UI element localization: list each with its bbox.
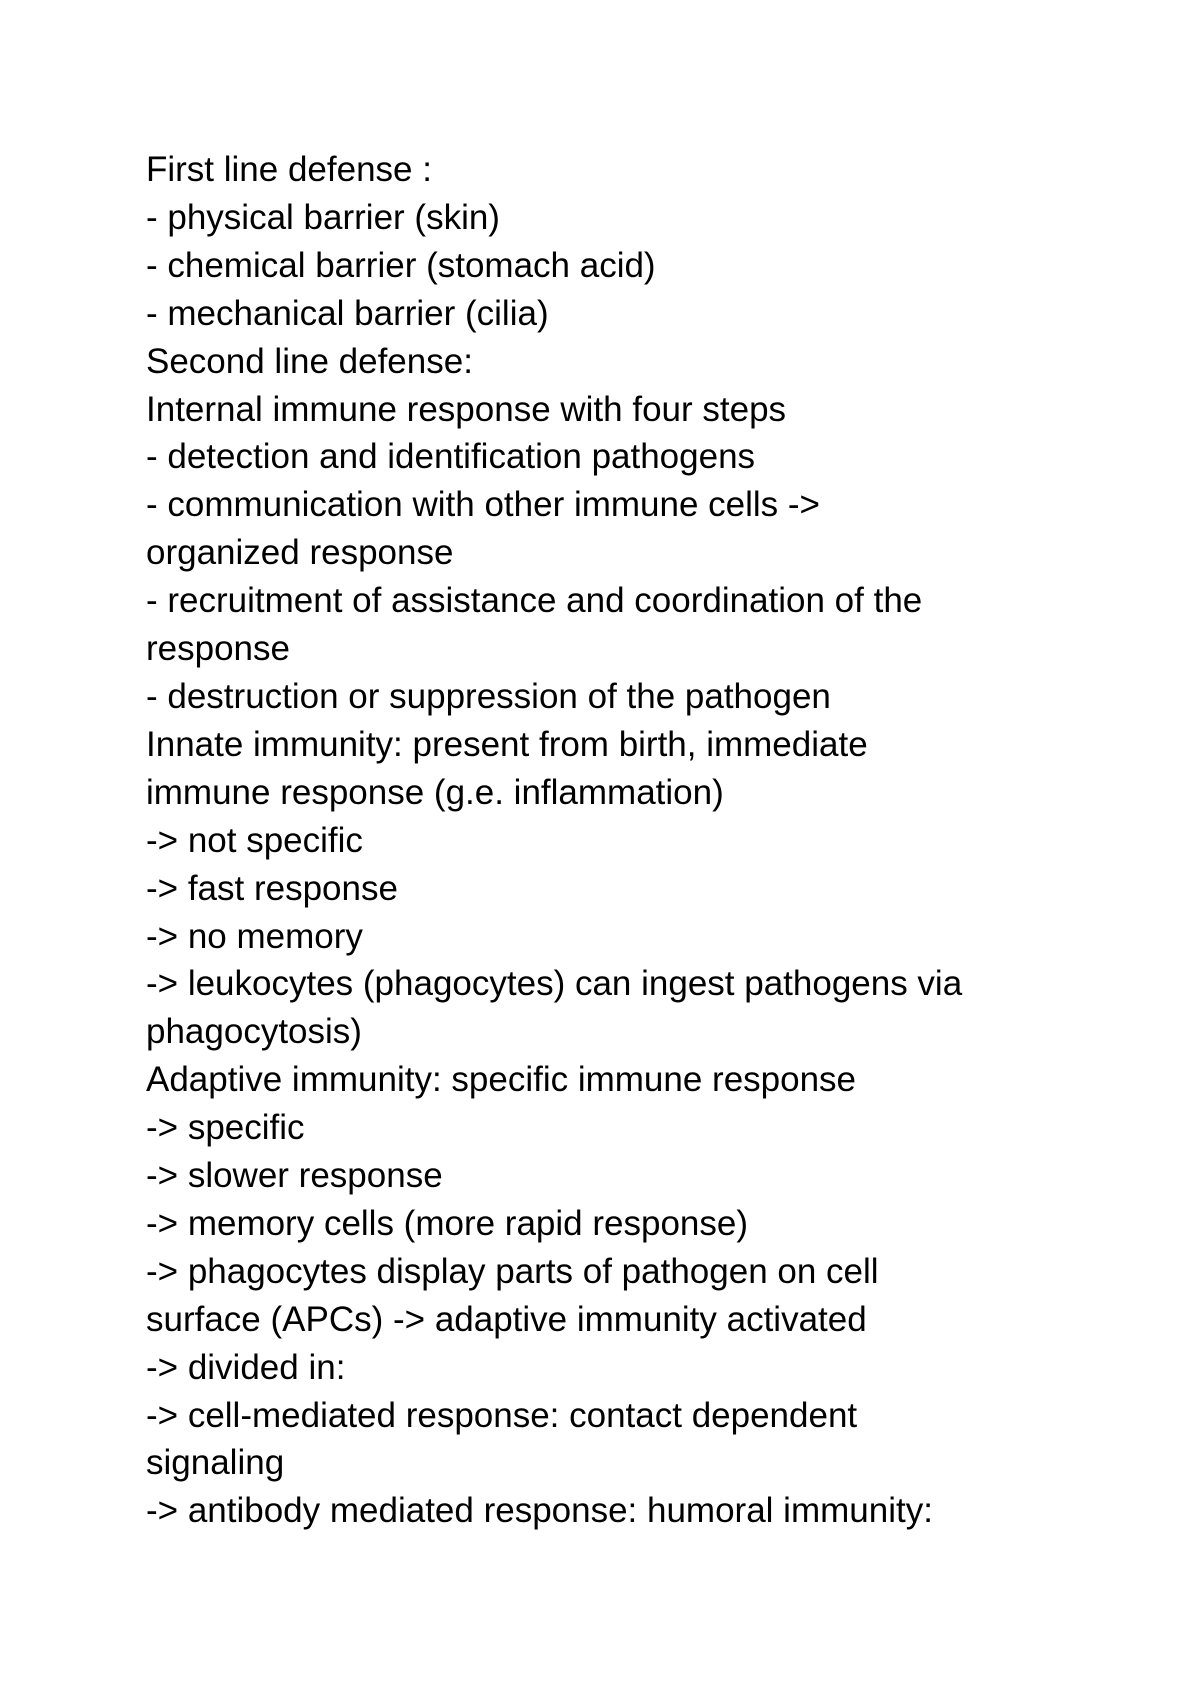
list-item-cell-mediated-cont: signaling — [146, 1443, 285, 1483]
text-innate-immunity: Innate immunity: present from birth, immediate — [146, 724, 868, 764]
list-item-memory-cells: -> memory cells (more rapid response) — [146, 1203, 748, 1243]
list-item-destruction: - destruction or suppression of the pathogen — [146, 676, 831, 716]
list-item-no-memory: -> no memory — [146, 916, 363, 956]
document-body — [146, 146, 1106, 1535]
heading-first-line-defense: First line defense : — [146, 150, 432, 189]
list-item-communication-cont: organized response — [146, 533, 454, 573]
list-item-divided-in: -> divided in: — [146, 1347, 346, 1387]
list-item-leukocytes: -> leukocytes (phagocytes) can ingest pathogens via — [146, 964, 963, 1004]
list-item-mechanical-barrier: - mechanical barrier (cilia) — [146, 293, 549, 333]
list-item-recruitment: - recruitment of assistance and coordination of the — [146, 581, 923, 621]
list-item-phagocytes-display: -> phagocytes display parts of pathogen on cell — [146, 1251, 879, 1291]
list-item-cell-mediated: -> cell-mediated response: contact dependent — [146, 1395, 858, 1435]
list-item-specific: -> specific — [146, 1108, 305, 1148]
list-item-recruitment-cont: response — [146, 629, 290, 669]
list-item-slower-response: -> slower response — [146, 1156, 443, 1196]
text-internal-immune-response: Internal immune response with four steps — [146, 389, 787, 429]
heading-second-line-defense: Second line defense: — [146, 341, 473, 381]
text-innate-immunity-cont: immune response (g.e. inflammation) — [146, 772, 724, 812]
list-item-physical-barrier: - physical barrier (skin) — [146, 197, 500, 237]
list-item-fast-response: -> fast response — [146, 868, 398, 908]
list-item-leukocytes-cont: phagocytosis) — [146, 1012, 362, 1052]
list-item-phagocytes-display-cont: surface (APCs) -> adaptive immunity activated — [146, 1299, 867, 1339]
list-item-chemical-barrier: - chemical barrier (stomach acid) — [146, 245, 656, 285]
list-item-antibody-mediated: -> antibody mediated response: humoral immunity: — [146, 1491, 933, 1531]
text-adaptive-immunity: Adaptive immunity: specific immune response — [146, 1060, 857, 1100]
list-item-detection: - detection and identification pathogens — [146, 437, 756, 477]
list-item-not-specific: -> not specific — [146, 820, 363, 860]
list-item-communication: - communication with other immune cells -> — [146, 485, 820, 525]
